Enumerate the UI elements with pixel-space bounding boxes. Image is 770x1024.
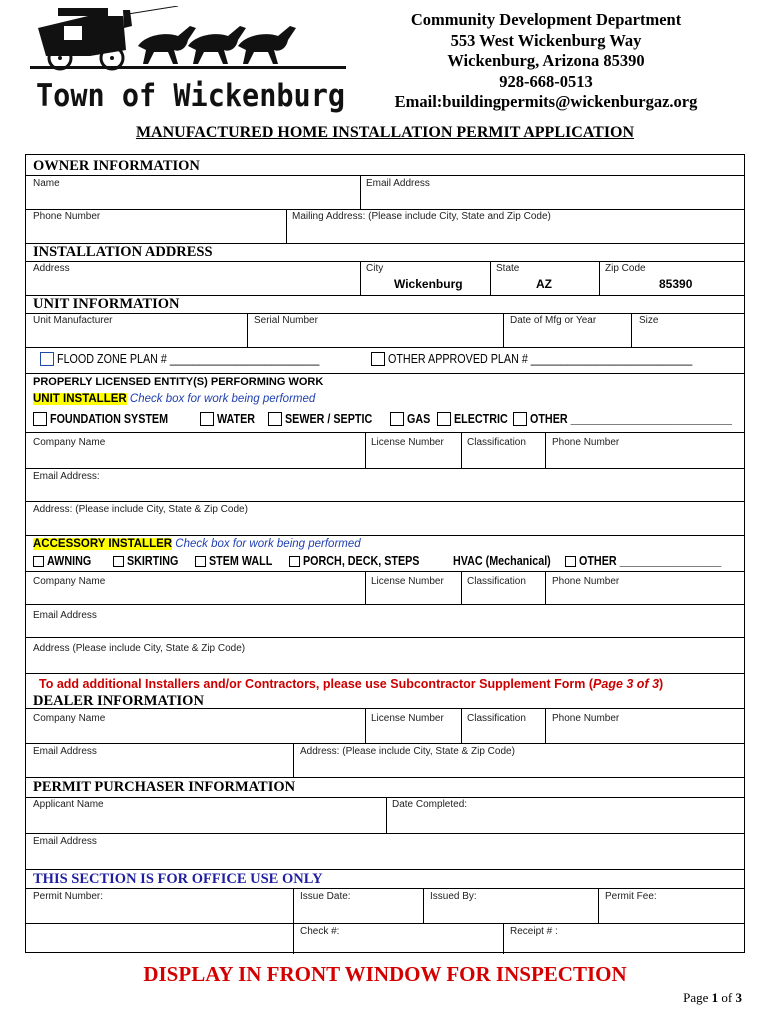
installer-company-label: Company Name [33,437,106,448]
awning-checkbox[interactable] [33,556,44,567]
porch-checkbox[interactable] [289,556,300,567]
accessory-license-label: License Number [371,576,444,587]
page-label: Page [683,990,709,1005]
stem-wall-label: STEM WALL [209,554,273,568]
dealer-license-label: License Number [371,713,444,724]
stagecoach-logo-icon [28,6,348,81]
other-plan-row [371,352,742,366]
purchaser-heading: PERMIT PURCHASER INFORMATION [33,779,296,795]
accessory-other-label: OTHER _________________ [579,554,722,568]
dealer-company-label: Company Name [33,713,106,724]
department-email: Email:buildingpermits@wickenburgaz.org [394,92,698,111]
unit-manufacturer-label: Unit Manufacturer [33,315,113,326]
install-zip-label: Zip Code [605,263,646,274]
dealer-email-label: Email Address [33,746,97,757]
unit-installer-checks [33,412,765,426]
unit-size-label: Size [639,315,659,326]
skirting-label: SKIRTING [127,554,179,568]
applicant-name-label: Applicant Name [33,799,104,810]
installer-address-label: Address: (Please include City, State & Zip Code) [33,504,248,515]
flood-zone-label: FLOOD ZONE PLAN # _________________________ [57,352,320,366]
installer-license-label: License Number [371,437,444,448]
permit-form [25,154,745,953]
accessory-email-label: Email Address [33,610,97,621]
owner-heading: OWNER INFORMATION [33,158,200,174]
owner-phone-label: Phone Number [33,211,101,222]
installer-classification-label: Classification [467,437,526,448]
receipt-number-label: Receipt # : [510,926,558,937]
install-state-label: State [496,263,520,274]
installer-email-label: Email Address: [33,471,100,482]
owner-email-label: Email Address [366,178,430,189]
water-label: WATER [217,412,256,426]
page-current: 1 [711,990,719,1005]
logo-title: Town of Wickenburg [36,78,346,114]
hvac-label: HVAC (Mechanical) [453,554,551,568]
other-plan-checkbox[interactable] [371,352,385,366]
department-city: Wickenburg, Arizona 85390 [447,51,645,70]
unit-installer-row [33,393,315,405]
unit-serial-label: Serial Number [254,315,318,326]
page-total: 3 [735,990,742,1005]
purchaser-email-label: Email Address [33,836,97,847]
sewer-label: SEWER / SEPTIC [285,412,373,426]
check-number-label: Check #: [300,926,340,937]
department-block [382,10,710,113]
page-of: of [721,990,733,1005]
awning-label: AWNING [47,554,92,568]
owner-name-label: Name [33,178,60,189]
foundation-label: FOUNDATION SYSTEM [50,412,169,426]
subcontractor-note [39,677,663,691]
flood-zone-checkbox[interactable] [40,352,54,366]
dealer-heading: DEALER INFORMATION [33,693,204,709]
page-number [683,990,742,1006]
department-street: 553 West Wickenburg Way [450,30,642,50]
installation-heading: INSTALLATION ADDRESS [33,244,213,260]
electric-checkbox[interactable] [437,412,451,426]
document-title: MANUFACTURED HOME INSTALLATION PERMIT APPLICATION [135,124,635,141]
accessory-checks [33,554,744,568]
permit-number-label: Permit Number: [33,891,104,902]
office-heading: THIS SECTION IS FOR OFFICE USE ONLY [33,871,323,887]
permit-fee-label: Permit Fee: [605,891,657,902]
unit-installer-note: Check box for work being performed [129,393,316,405]
gas-checkbox[interactable] [390,412,404,426]
unit-heading: UNIT INFORMATION [33,296,180,312]
owner-mailing-label: Mailing Address: (Please include City, State and Zip Code) [292,211,551,222]
accessory-address-label: Address (Please include City, State & Zip Code) [33,643,246,654]
unit-date-label: Date of Mfg or Year [510,315,597,326]
accessory-other-checkbox[interactable] [565,556,576,567]
issue-date-label: Issue Date: [300,891,351,902]
accessory-company-label: Company Name [33,576,106,587]
accessory-classification-label: Classification [467,576,526,587]
department-name: Community Development Department [410,10,682,29]
date-completed-label: Date Completed: [392,799,468,810]
other-plan-label: OTHER APPROVED PLAN # ___________________________ [388,352,693,366]
install-zip-value[interactable]: 85390 [659,277,693,291]
dealer-classification-label: Classification [467,713,526,724]
licensed-heading: PROPERLY LICENSED ENTITY(S) PERFORMING WORK [33,376,324,388]
accessory-phone-label: Phone Number [552,576,620,587]
skirting-checkbox[interactable] [113,556,124,567]
install-state-value[interactable]: AZ [536,277,552,291]
unit-installer-label: UNIT INSTALLER [33,393,127,405]
dealer-phone-label: Phone Number [552,713,620,724]
water-checkbox[interactable] [200,412,214,426]
installer-phone-label: Phone Number [552,437,620,448]
install-city-label: City [366,263,384,274]
department-phone: 928-668-0513 [499,71,593,91]
sewer-checkbox[interactable] [268,412,282,426]
other-work-checkbox[interactable] [513,412,527,426]
flood-zone-row [40,352,362,366]
gas-label: GAS [407,412,431,426]
dealer-address-label: Address: (Please include City, State & Zip Code) [300,746,515,757]
display-notice: DISPLAY IN FRONT WINDOW FOR INSPECTION [143,962,627,986]
accessory-installer-label: ACCESSORY INSTALLER [33,538,173,550]
stem-wall-checkbox[interactable] [195,556,206,567]
install-address-label: Address [33,263,70,274]
foundation-checkbox[interactable] [33,412,47,426]
accessory-installer-row [33,538,361,550]
install-city-value[interactable]: Wickenburg [394,277,463,291]
other-work-label: OTHER ___________________________ [530,412,733,426]
subcontractor-note-page: Page 3 of 3 [593,677,660,691]
porch-label: PORCH, DECK, STEPS [303,554,420,568]
accessory-installer-note: Check box for work being performed [175,538,361,550]
electric-label: ELECTRIC [454,412,508,426]
subcontractor-note-text: To add additional Installers and/or Contractors, please use Subcontractor Supplement Form ( [39,677,594,691]
issued-by-label: Issued By: [430,891,477,902]
subcontractor-note-close: ) [659,677,664,691]
